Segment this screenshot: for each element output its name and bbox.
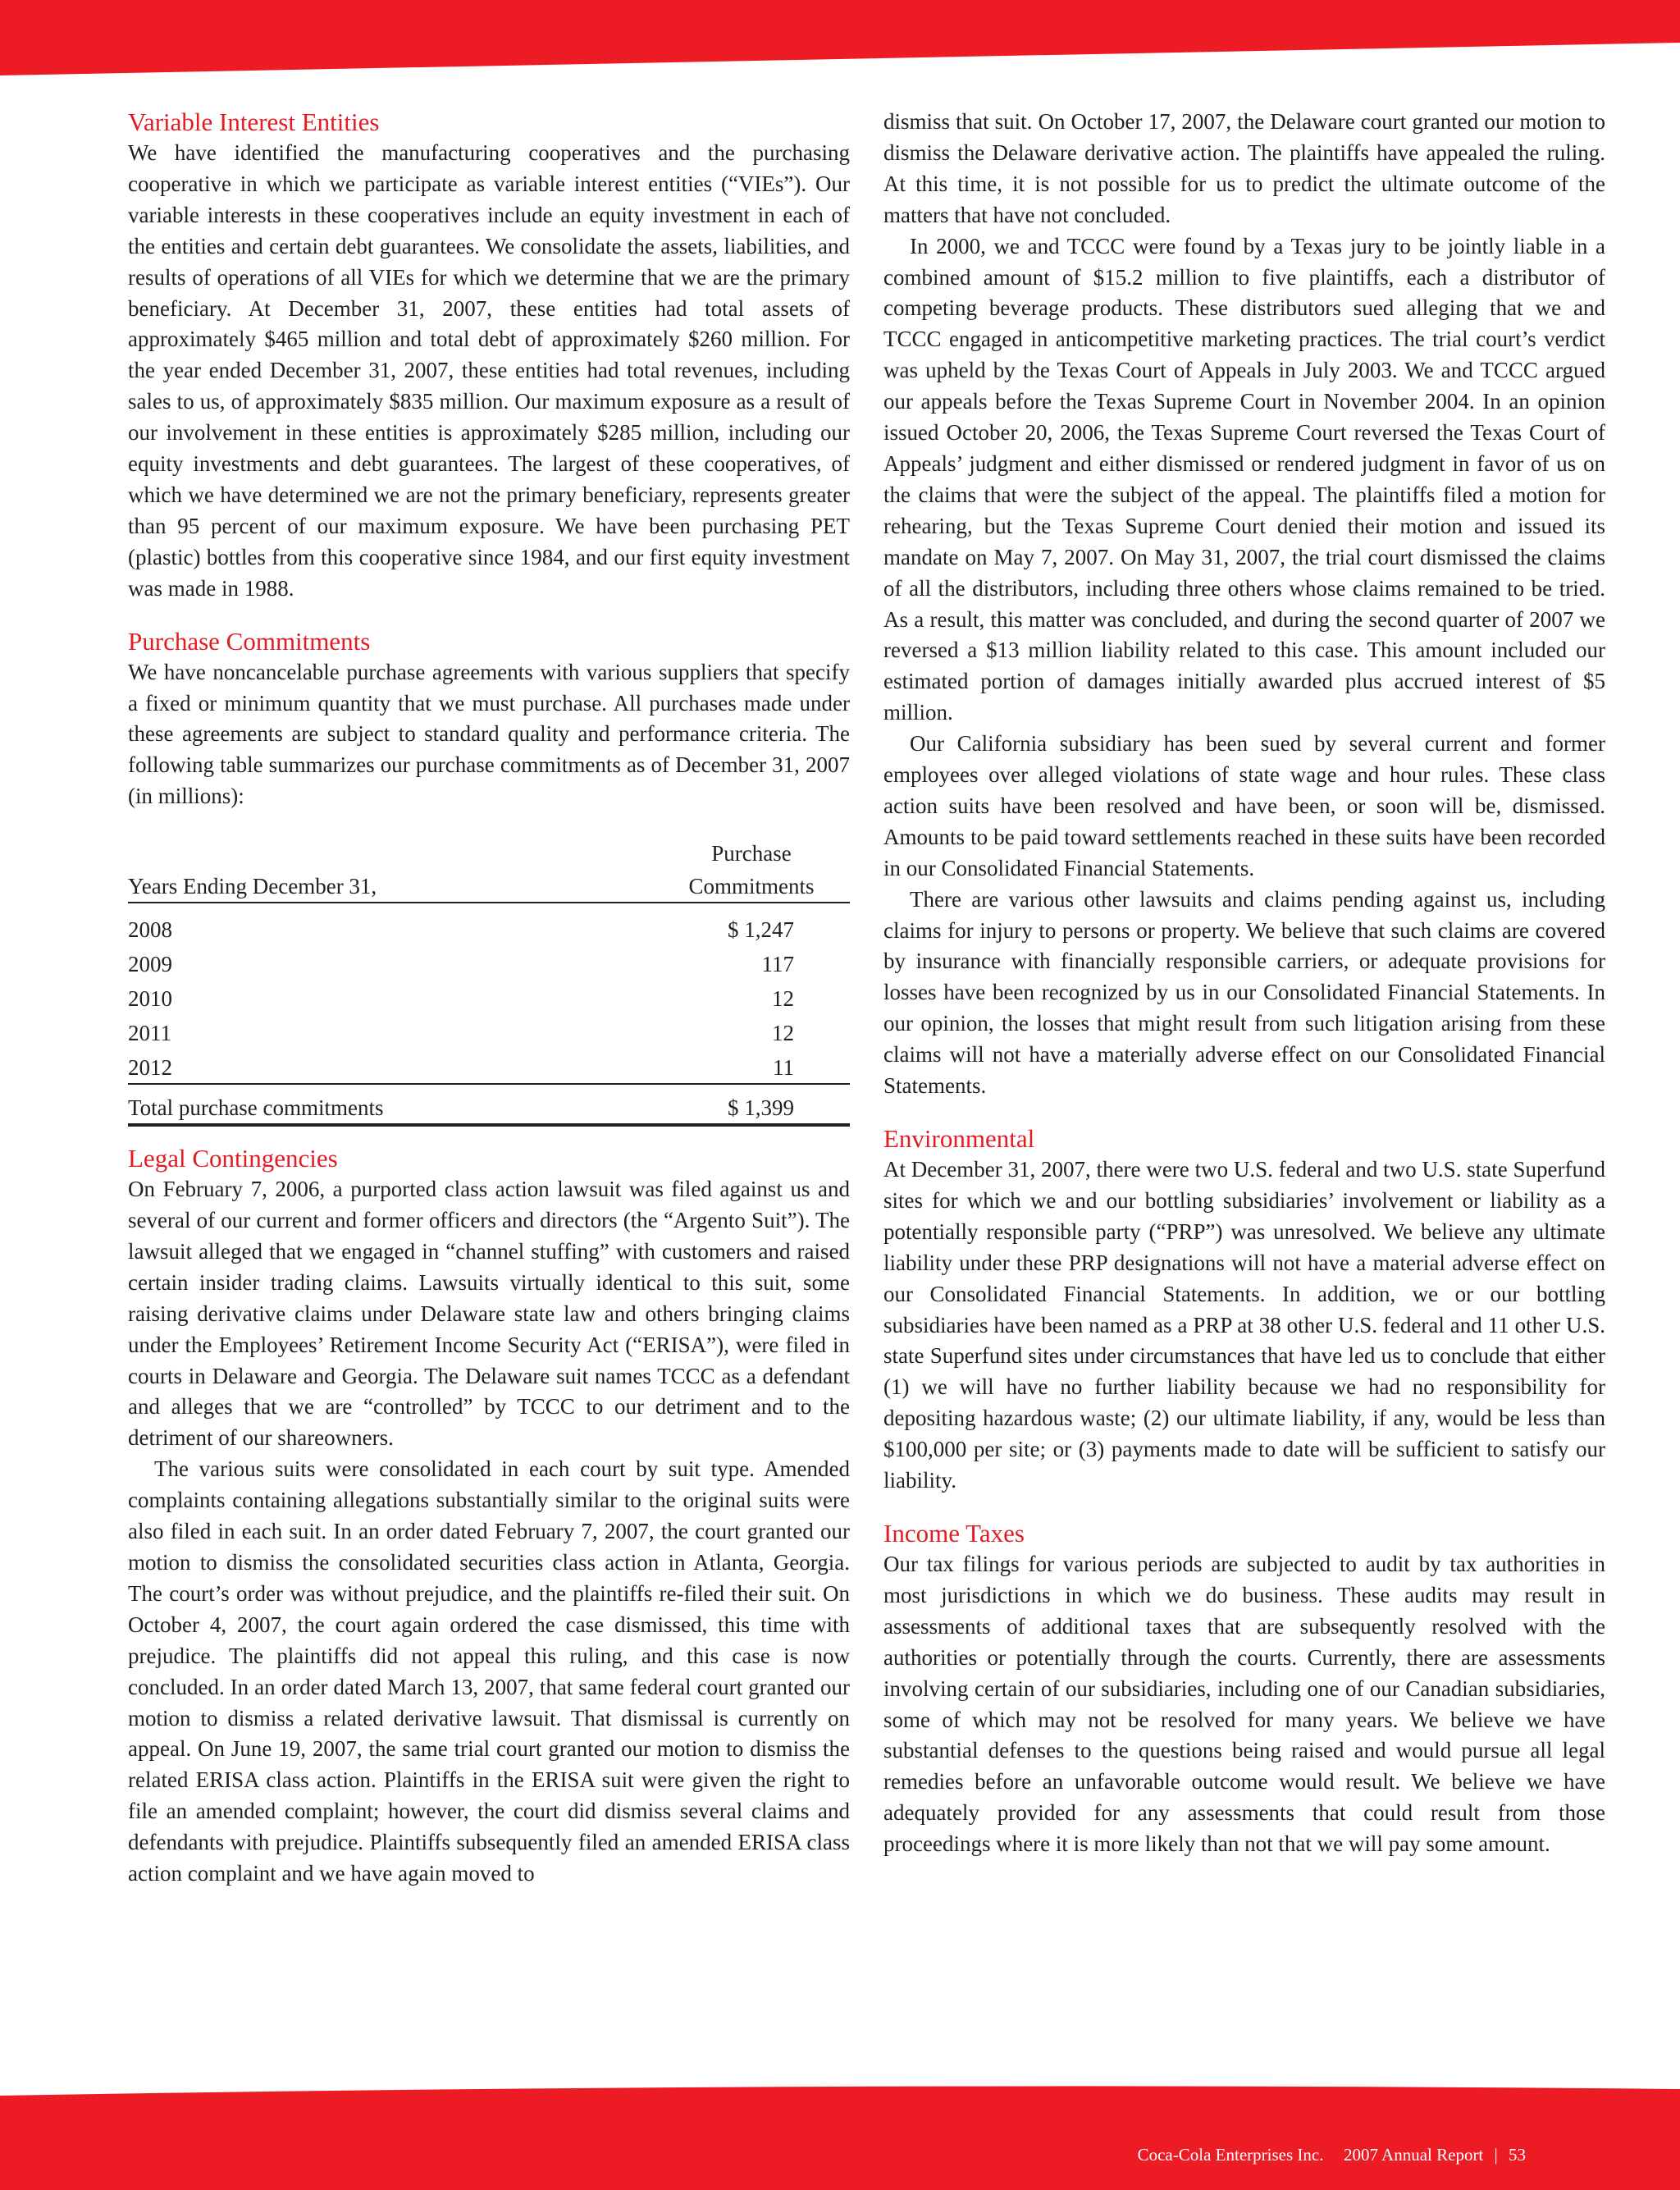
table-row xyxy=(128,903,850,943)
row-year: 2010 xyxy=(128,986,172,1012)
legal-paragraph-3: dismiss that suit. On October 17, 2007, the Delaware court granted our motion to dismiss the Delaware derivative action. The plaintiffs have appealed the ruling. At this time, it is not possible for us to predict the ultimate outcome of the matters that have not concluded. xyxy=(883,109,1605,227)
legal-paragraph-1: On February 7, 2006, a purported class action lawsuit was filed against us and several of our current and former officers and directors (the “Argento Suit”). The lawsuit alleged that we engaged in “channel stuffing” with customers and raised certain insider trading claims. Lawsuits virtually identical to this suit, some raising derivative claims under Delaware state law and others bringing claims under the Employees’ Retirement Income Security Act (“ERISA”), were filed in courts in Delaware and Georgia. The Delaware suit names TCCC as a defendant and alleges that we are “controlled” by TCCC to our detriment and to the detriment of our shareowners. xyxy=(128,1177,850,1451)
row-year: 2012 xyxy=(128,1046,653,1084)
column-header-purchase: Purchase xyxy=(711,841,792,866)
table-row xyxy=(128,1012,850,1046)
footer-report: 2007 Annual Report xyxy=(1343,2145,1484,2165)
row-value: $ 1,247 xyxy=(728,917,794,943)
legal-contingencies-heading: Legal Contingencies xyxy=(128,1144,338,1173)
environmental-heading: Environmental xyxy=(883,1124,1035,1153)
top-red-band xyxy=(0,0,1680,82)
legal-paragraph-4: In 2000, we and TCCC were found by a Texas jury to be jointly liable in a combined amount of $15.2 million to five plaintiffs, each a distributor of competing beverage products. These distributors sued alleging that we and TCCC engaged in anticompetitive marketing practices. The trial court’s verdict was upheld by the Texas Court of Appeals in July 2003. We and TCCC argued our appeals before the Texas Supreme Court in November 2004. In an opinion issued October 20, 2006, the Texas Supreme Court reversed the Texas Court of Appeals’ judgment and either dismissed or rendered judgment in favor of us on the claims that were the subject of the appeal. The plaintiffs filed a motion for rehearing, but the Texas Supreme Court denied their motion and issued its mandate on May 7, 2007. On May 31, 2007, the trial court dismissed the claims of all the distributors, including three others whose claims remained to be tried. As a result, this matter was concluded, and during the second quarter of 2007 we reversed a $13 million liability related to this case. This amount included our estimated portion of damages initially awarded plus accrued interest of $5 million. xyxy=(883,233,1605,725)
table-header-row xyxy=(128,837,850,866)
purchase-commitments-paragraph: We have noncancelable purchase agreements with various suppliers that specify a fixed or minimum quantity that we must purchase. All purchases made under these agreements are subject to standard quality and performance criteria. The following table summarizes our purchase commitments as of December 31, 2007 (in millions): xyxy=(128,659,850,809)
vie-heading: Variable Interest Entities xyxy=(128,107,380,136)
row-value: 11 xyxy=(653,1046,850,1084)
legal-paragraph-5: Our California subsidiary has been sued by several current and former employees over alleged violations of state wage and hour rules. These class action suits have been resolved and have been, or soon will be, dismissed. Amounts to be paid toward settlements reached in these suits have been recorded in our Consolidated Financial Statements. xyxy=(883,731,1605,880)
footer-company: Coca-Cola Enterprises Inc. xyxy=(1137,2145,1324,2165)
row-year: 2011 xyxy=(128,1021,171,1046)
row-value: 12 xyxy=(772,1021,794,1046)
footer-separator: | xyxy=(1494,2145,1498,2165)
table-header-row xyxy=(128,866,850,903)
legal-paragraph-2: The various suits were consolidated in each court by suit type. Amended complaints containing allegations substantially similar to the original suits were also filed in each suit. In an order dated February 7, 2007, the court granted our motion to dismiss the consolidated securities class action in Atlanta, Georgia. The court’s order was without prejudice, and the plaintiffs re-filed their suit. On October 4, 2007, the court again ordered the case dismissed, this time with prejudice. The plaintiffs did not appeal this ruling, and this case is now concluded. In an order dated March 13, 2007, that same federal court granted our motion to dismiss a related derivative lawsuit. That dismissal is currently on appeal. On June 19, 2007, the same trial court granted our motion to dismiss the related ERISA class action. Plaintiffs in the ERISA suit were given the right to file an amended complaint; however, the court did dismiss several claims and defendants with prejudice. Plaintiffs subsequently filed an amended ERISA class action complaint and we have again moved to xyxy=(128,1456,850,1886)
left-column xyxy=(128,107,850,1890)
income-taxes-heading: Income Taxes xyxy=(883,1518,1025,1548)
table-row xyxy=(128,1046,850,1084)
row-year: 2009 xyxy=(128,952,172,977)
legal-paragraph-6: There are various other lawsuits and claims pending against us, including claims for injury to persons or property. We believe that such claims are covered by insurance with financially responsible carriers, or adequate provisions for losses have been recognized by us in our Consolidated Financial Statements. In our opinion, the losses that might result from such litigation arising from these claims will not have a materially adverse effect on our Consolidated Financial Statements. xyxy=(883,886,1605,1099)
table-row xyxy=(128,977,850,1012)
environmental-paragraph: At December 31, 2007, there were two U.S. federal and two U.S. state Superfund sites for which we and our bottling subsidiaries’ involvement or liability as a potentially responsible party (“PRP”) was unresolved. We believe any ultimate liability under these PRP designations will not have a material adverse effect on our Consolidated Financial Statements. In addition, we or our bottling subsidiaries have been named as a PRP at 38 other U.S. federal and 11 other U.S. state Superfund sites under circumstances that have led us to conclude that either (1) we will have no further liability because we had no responsibility for depositing hazardous waste; (2) our ultimate liability, if any, would be less than $100,000 per site; or (3) payments made to date will be sufficient to satisfy our liability. xyxy=(883,1157,1605,1493)
page-number: 53 xyxy=(1509,2145,1526,2165)
bottom-red-band xyxy=(0,2084,1680,2190)
income-taxes-paragraph: Our tax filings for various periods are subjected to audit by tax authorities in most jurisdictions in which we do business. These audits may result in assessments of additional taxes that are subsequently resolved with the authorities or potentially through the courts. Currently, there are assessments involving certain of our subsidiaries, including one of our Canadian subsidiaries, some of which may not be resolved for many years. We believe we have substantial defenses to the questions being raised and would pursue all legal remedies before an unfavorable outcome would result. We believe we have adequately provided for any assessments that could result from those proceedings where it is more likely than not that we will pay some amount. xyxy=(883,1551,1605,1857)
row-value: 117 xyxy=(761,952,794,977)
column-header-commitments: Commitments xyxy=(653,866,850,903)
purchase-commitments-table xyxy=(128,837,850,1127)
total-value: $ 1,399 xyxy=(653,1084,850,1125)
table-row xyxy=(128,943,850,977)
right-column xyxy=(883,107,1605,1860)
total-label: Total purchase commitments xyxy=(128,1084,653,1125)
row-header-years: Years Ending December 31, xyxy=(128,866,653,903)
page-footer xyxy=(820,2145,1526,2165)
row-value: 12 xyxy=(772,986,794,1012)
table-total-row xyxy=(128,1084,850,1125)
vie-paragraph: We have identified the manufacturing cooperatives and the purchasing cooperative in which we participate as variable interest entities (“VIEs”). Our variable interests in these cooperatives include an equity investment in each of the entities and certain debt guarantees. We consolidate the assets, liabilities, and results of operations of all VIEs for which we determine that we are the primary beneficiary. At December 31, 2007, these entities had total assets of approximately $465 million and total debt of approximately $260 million. For the year ended December 31, 2007, these entities had total revenues, including sales to us, of approximately $835 million. Our maximum exposure as a result of our involvement in these entities is approximately $285 million, including our equity investments and debt guarantees. The largest of these cooperatives, of which we have determined we are not the primary beneficiary, represents greater than 95 percent of our maximum exposure. We have been purchasing PET (plastic) bottles from this cooperative since 1984, and our first equity investment was made in 1988. xyxy=(128,140,850,601)
purchase-commitments-heading: Purchase Commitments xyxy=(128,626,371,656)
row-year: 2008 xyxy=(128,917,172,943)
